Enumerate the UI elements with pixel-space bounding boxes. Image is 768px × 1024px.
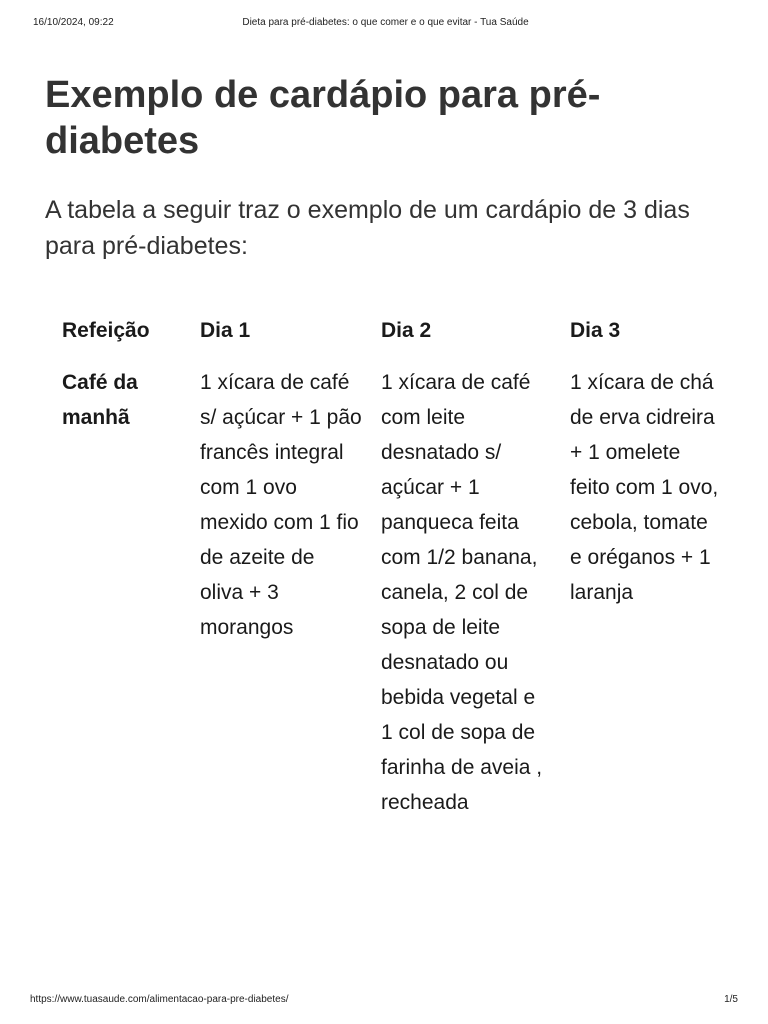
print-document-title: Dieta para pré-diabetes: o que comer e o que evitar - Tua Saúde [242, 17, 529, 28]
table-header-row [44, 310, 722, 365]
menu-table [44, 310, 722, 820]
column-header-day-1: Dia 1 [200, 319, 251, 342]
meal-name-cell: Café da manhã [62, 371, 138, 429]
day-3-cell: 1 xícara de chá de erva cidreira + 1 omelete feito com 1 ovo, cebola, tomate e oréganos + 1 laranja [570, 371, 719, 604]
column-header-day-3: Dia 3 [570, 319, 621, 342]
print-datetime: 16/10/2024, 09:22 [33, 17, 114, 28]
intro-paragraph: A tabela a seguir traz o exemplo de um cardápio de 3 dias para pré-diabetes: [45, 196, 690, 260]
print-page-url[interactable]: https://www.tuasaude.com/alimentacao-para-pre-diabetes/ [30, 994, 289, 1005]
page-number: 1/5 [724, 994, 738, 1005]
day-1-cell: 1 xícara de café s/ açúcar + 1 pão francês integral com 1 ovo mexido com 1 fio de azeite de oliva + 3 morangos [200, 371, 362, 639]
print-header [33, 17, 738, 31]
page-title: Exemplo de cardápio para pré-diabetes [45, 74, 601, 162]
day-2-cell: 1 xícara de café com leite desnatado s/ açúcar + 1 panqueca feita com 1/2 banana, canela, 2 col de sopa de leite desnatado ou bebida vegetal e 1 col de sopa de farinha de aveia , recheada [381, 371, 543, 814]
table-row [44, 365, 722, 820]
column-header-meal: Refeição [62, 319, 150, 342]
print-footer [30, 994, 738, 1008]
column-header-day-2: Dia 2 [381, 319, 432, 342]
